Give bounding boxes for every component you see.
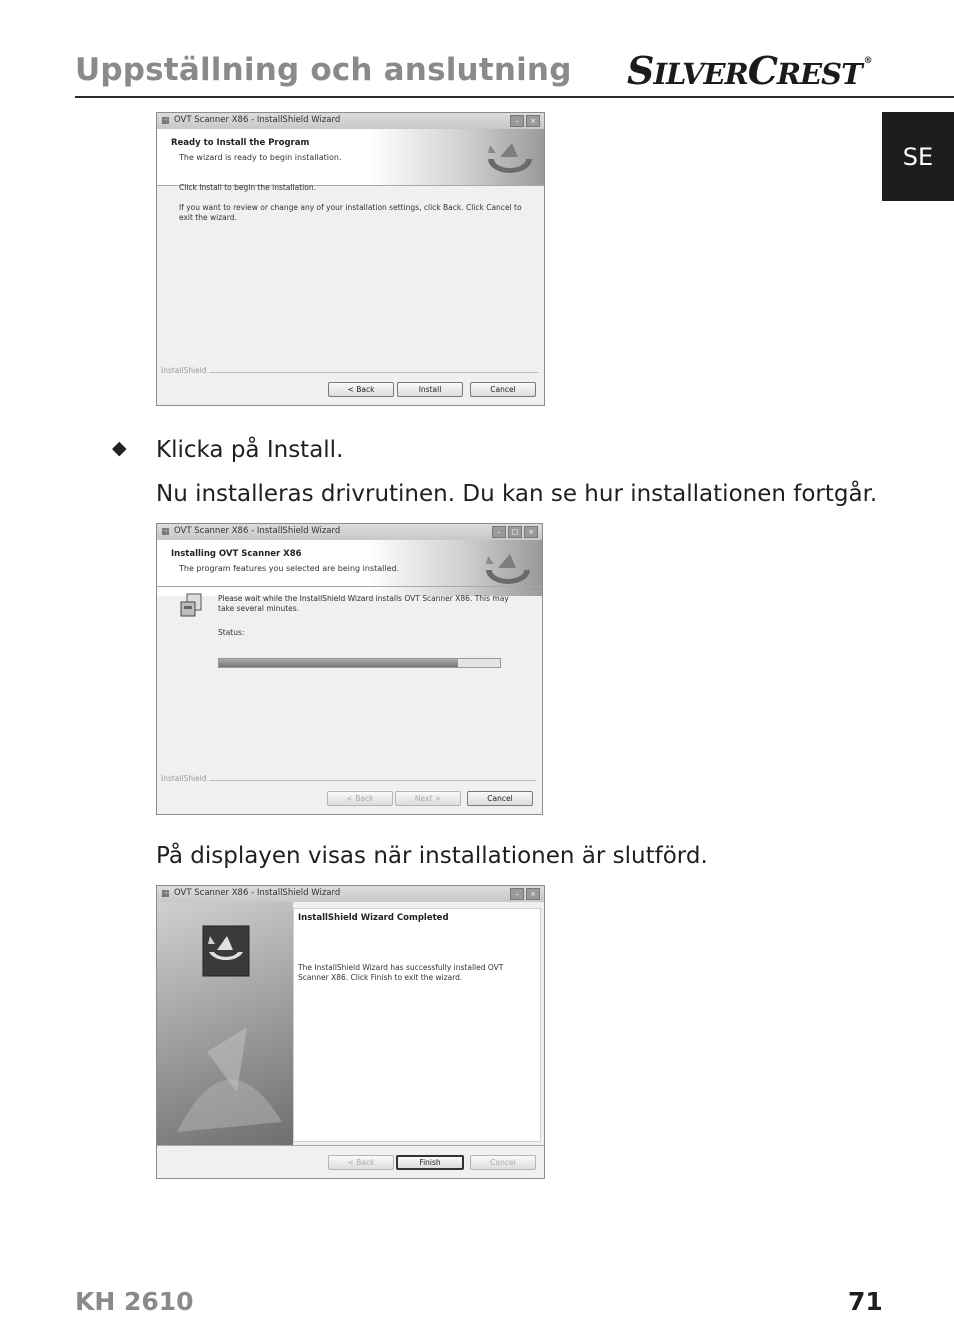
page-title: Uppställning och anslutning xyxy=(75,52,572,88)
installshield-logo-icon xyxy=(201,924,251,978)
language-tab: SE xyxy=(882,112,954,201)
window-controls xyxy=(510,115,540,127)
header-divider xyxy=(157,586,542,587)
installer-icon: ▦ xyxy=(161,889,170,899)
instruction-click-install: Klicka på Install. xyxy=(156,437,344,463)
footer-divider xyxy=(209,780,536,781)
model-number: KH 2610 xyxy=(75,1287,194,1316)
dialog-heading: InstallShield Wizard Completed xyxy=(298,913,449,923)
close-icon: × xyxy=(526,115,540,127)
header-rule xyxy=(75,96,954,98)
bullet-icon: ◆ xyxy=(112,437,127,459)
window-title: OVT Scanner X86 - InstallShield Wizard xyxy=(174,888,341,898)
brand-logo: SILVERCREST ® xyxy=(627,48,872,93)
instruction-installing: Nu installeras drivrutinen. Du kan se hur installationen fortgår. xyxy=(156,481,878,507)
instruction-completed: På displayen visas när installationen är slutförd. xyxy=(156,843,708,869)
window-controls xyxy=(492,526,538,538)
progress-bar xyxy=(218,658,501,668)
instruction-text: Click Install to begin the installation. xyxy=(179,183,316,192)
cancel-button[interactable]: Cancel xyxy=(470,1155,536,1170)
installer-icon: ▦ xyxy=(161,116,170,126)
dialog-heading: Ready to Install the Program xyxy=(171,138,310,148)
back-button[interactable]: < Back xyxy=(328,1155,394,1170)
back-button[interactable]: < Back xyxy=(328,382,394,397)
install-button[interactable]: Install xyxy=(397,382,463,397)
minimize-icon: – xyxy=(492,526,506,538)
dialog-header xyxy=(157,129,544,185)
footer-divider xyxy=(209,372,538,373)
cancel-button[interactable]: Cancel xyxy=(467,791,533,806)
dialog-heading: Installing OVT Scanner X86 xyxy=(171,549,302,559)
installshield-label: InstallShield xyxy=(161,366,207,375)
title-bar xyxy=(157,113,544,129)
status-label: Status: xyxy=(218,628,245,637)
footer-divider xyxy=(157,1145,544,1146)
installshield-logo-icon xyxy=(482,135,538,181)
dialog-header xyxy=(157,540,542,596)
window-controls xyxy=(510,888,540,900)
title-bar xyxy=(157,886,544,902)
title-bar xyxy=(157,524,542,540)
close-icon: × xyxy=(526,888,540,900)
review-text: If you want to review or change any of your installation settings, click Back. Click Cancel to exit the wizard. xyxy=(179,203,522,222)
installshield-label: InstallShield xyxy=(161,774,207,783)
next-button[interactable]: Next > xyxy=(395,791,461,806)
minimize-icon: – xyxy=(510,888,524,900)
window-title: OVT Scanner X86 - InstallShield Wizard xyxy=(174,115,341,125)
close-icon: × xyxy=(524,526,538,538)
maximize-icon: □ xyxy=(508,526,522,538)
dialog-subheading: The program features you selected are being installed. xyxy=(179,564,400,573)
screenshot-installing xyxy=(156,523,543,815)
screenshot-completed xyxy=(156,885,545,1179)
dialog-subheading: The wizard is ready to begin installation. xyxy=(179,153,342,162)
install-package-icon xyxy=(179,592,205,620)
cancel-button[interactable]: Cancel xyxy=(470,382,536,397)
progress-fill xyxy=(219,659,458,667)
screenshot-ready-to-install xyxy=(156,112,545,406)
back-button[interactable]: < Back xyxy=(327,791,393,806)
install-message: Please wait while the InstallShield Wizard installs OVT Scanner X86. This may take several minutes. xyxy=(218,594,509,613)
window-title: OVT Scanner X86 - InstallShield Wizard xyxy=(174,526,341,536)
completion-panel xyxy=(293,908,541,1142)
minimize-icon: – xyxy=(510,115,524,127)
page-number: 71 xyxy=(848,1287,883,1316)
banner-swoosh-icon xyxy=(167,1012,287,1142)
finish-button[interactable]: Finish xyxy=(396,1155,464,1170)
wizard-side-banner xyxy=(157,902,293,1146)
completion-message: The InstallShield Wizard has successfully installed OVT Scanner X86. Click Finish to exit the wizard. xyxy=(298,963,504,982)
installer-icon: ▦ xyxy=(161,527,170,537)
